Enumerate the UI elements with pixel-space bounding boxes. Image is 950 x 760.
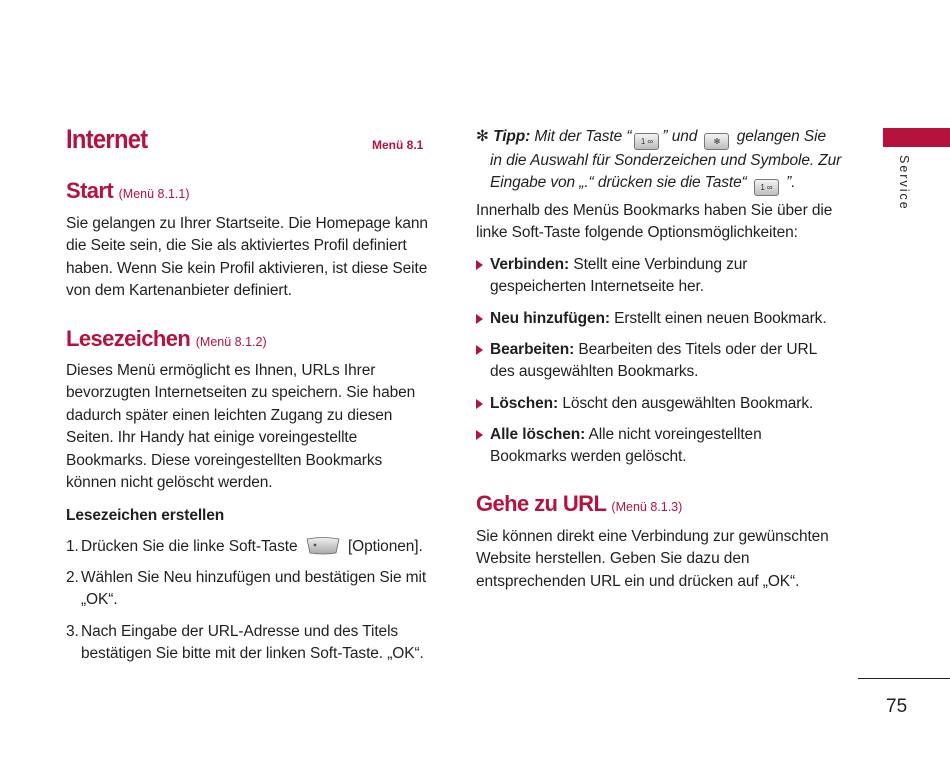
- paragraph-line: Website herstellen. Geben Sie dazu den: [476, 550, 750, 568]
- tip-label: Tipp:: [493, 128, 531, 145]
- bullet-arrow-icon: [476, 260, 483, 270]
- step-text: „OK“.: [81, 591, 118, 609]
- paragraph-line: Bookmarks. Diese voreingestellten Bookmarks: [66, 451, 383, 469]
- section-heading-start: [66, 178, 190, 204]
- tip-text: ”.: [786, 174, 796, 192]
- option-delete: [476, 393, 856, 415]
- options-intro: [476, 200, 866, 245]
- section-heading-bookmarks: [66, 326, 267, 352]
- paragraph-line: Sie können direkt eine Verbindung zur gewünschten: [476, 528, 829, 545]
- step-number: 3.: [66, 623, 79, 640]
- option-connect: [476, 254, 856, 299]
- bookmarks-paragraph: [66, 360, 446, 494]
- option-term: Neu hinzufügen:: [490, 310, 610, 327]
- section-heading-goto-url: [476, 491, 682, 517]
- step-text: [Optionen].: [347, 538, 423, 555]
- bullet-arrow-icon: [476, 345, 483, 355]
- tip-text: Eingabe von „.“ drücken sie die Taste“: [490, 174, 747, 192]
- paragraph-line: haben. Wenn Sie kein Profil aktivieren, ist diese Seite: [66, 259, 428, 277]
- option-text: Alle nicht voreingestellten: [588, 426, 762, 443]
- option-add-new: [476, 308, 856, 330]
- left-softkey-icon: [306, 537, 340, 555]
- paragraph-line: von dem Kartenanbieter definiert.: [66, 282, 292, 300]
- step-1: [66, 536, 446, 558]
- step-text: bestätigen Sie bitte mit der linken Soft-Taste. „OK“.: [81, 645, 424, 663]
- option-term: Bearbeiten:: [490, 341, 575, 358]
- tip-text: in die Auswahl für Sonderzeichen und Symbole. Zur: [490, 152, 842, 169]
- bullet-arrow-icon: [476, 314, 483, 324]
- create-bookmark-heading: Lesezeichen erstellen: [66, 507, 225, 524]
- step-number: 2.: [66, 569, 79, 586]
- paragraph-line: Dieses Menü ermöglicht es Ihnen, URLs Ihrer: [66, 362, 376, 379]
- goto-url-paragraph: [476, 526, 866, 593]
- step-2: [66, 567, 446, 612]
- step-text: Drücken Sie die linke Soft-Taste: [81, 538, 298, 555]
- title-menu-ref: Menü 8.1: [372, 138, 424, 152]
- paragraph-line: können nicht gelöscht werden.: [66, 474, 273, 492]
- option-delete-all: [476, 424, 856, 469]
- paragraph-line: Seiten. Ihr Handy hat einige voreingestellte: [66, 429, 358, 447]
- section-heading-bookmarks-label: Lesezeichen: [66, 326, 191, 351]
- option-text: Bearbeiten des Titels oder der URL: [578, 341, 818, 358]
- key-1-icon: 1 ∞: [634, 133, 659, 150]
- bullet-arrow-icon: [476, 399, 483, 409]
- paragraph-line: bevorzugten Internetseiten zu speichern. Sie haben: [66, 384, 416, 402]
- section-ref-bookmarks: (Menü 8.1.2): [195, 335, 267, 349]
- paragraph-line: Innerhalb des Menüs Bookmarks haben Sie über die: [476, 202, 833, 219]
- option-text: Erstellt einen neuen Bookmark.: [614, 310, 827, 327]
- paragraph-line: Sie gelangen zu Ihrer Startseite. Die Homepage kann: [66, 215, 428, 232]
- step-3: [66, 621, 446, 666]
- section-ref-start: (Menü 8.1.1): [118, 187, 190, 201]
- step-text: Wählen Sie Neu hinzufügen und bestätigen Sie mit: [81, 569, 427, 586]
- option-text: gespeicherten Internetseite her.: [490, 278, 704, 296]
- tip-text: ” und: [662, 128, 698, 145]
- page-title: Internet: [66, 124, 148, 154]
- tip-box: [476, 126, 866, 196]
- option-edit: [476, 339, 856, 384]
- option-text: des ausgewählten Bookmarks.: [490, 363, 699, 381]
- section-heading-goto-url-label: Gehe zu URL: [476, 491, 606, 516]
- start-paragraph: [66, 213, 446, 303]
- option-text: Bookmarks werden gelöscht.: [490, 448, 687, 466]
- section-ref-goto-url: (Menü 8.1.3): [611, 500, 683, 514]
- step-text: Nach Eingabe der URL-Adresse und des Titels: [81, 623, 399, 640]
- paragraph-line: linke Soft-Taste folgende Optionsmöglichkeiten:: [476, 224, 798, 242]
- option-text: Löscht den ausgewählten Bookmark.: [562, 395, 814, 412]
- paragraph-line: die Seite sein, die Sie als aktiviertes Profil definiert: [66, 237, 407, 255]
- step-number: 1.: [66, 538, 79, 555]
- bullet-arrow-icon: [476, 430, 483, 440]
- page-number: 75: [886, 696, 908, 717]
- section-heading-start-label: Start: [66, 178, 114, 203]
- option-term: Alle löschen:: [490, 426, 586, 443]
- page-number-rule: [858, 678, 950, 679]
- key-star-icon: ✻: [704, 133, 729, 150]
- option-text: Stellt eine Verbindung zur: [573, 256, 748, 273]
- sidebar-section-tab: [883, 128, 950, 147]
- sidebar-section-label: Service: [897, 155, 911, 211]
- option-term: Verbinden:: [490, 256, 570, 273]
- tip-text: Mit der Taste “: [534, 128, 632, 145]
- option-term: Löschen:: [490, 395, 559, 412]
- key-1-icon: 1 ∞: [754, 179, 779, 196]
- tip-text: gelangen Sie: [736, 128, 826, 145]
- tip-star-icon: ✻: [476, 128, 489, 145]
- paragraph-line: entsprechenden URL ein und drücken auf „OK“.: [476, 572, 800, 590]
- paragraph-line: dadurch später einen leichten Zugang zu diesen: [66, 406, 393, 424]
